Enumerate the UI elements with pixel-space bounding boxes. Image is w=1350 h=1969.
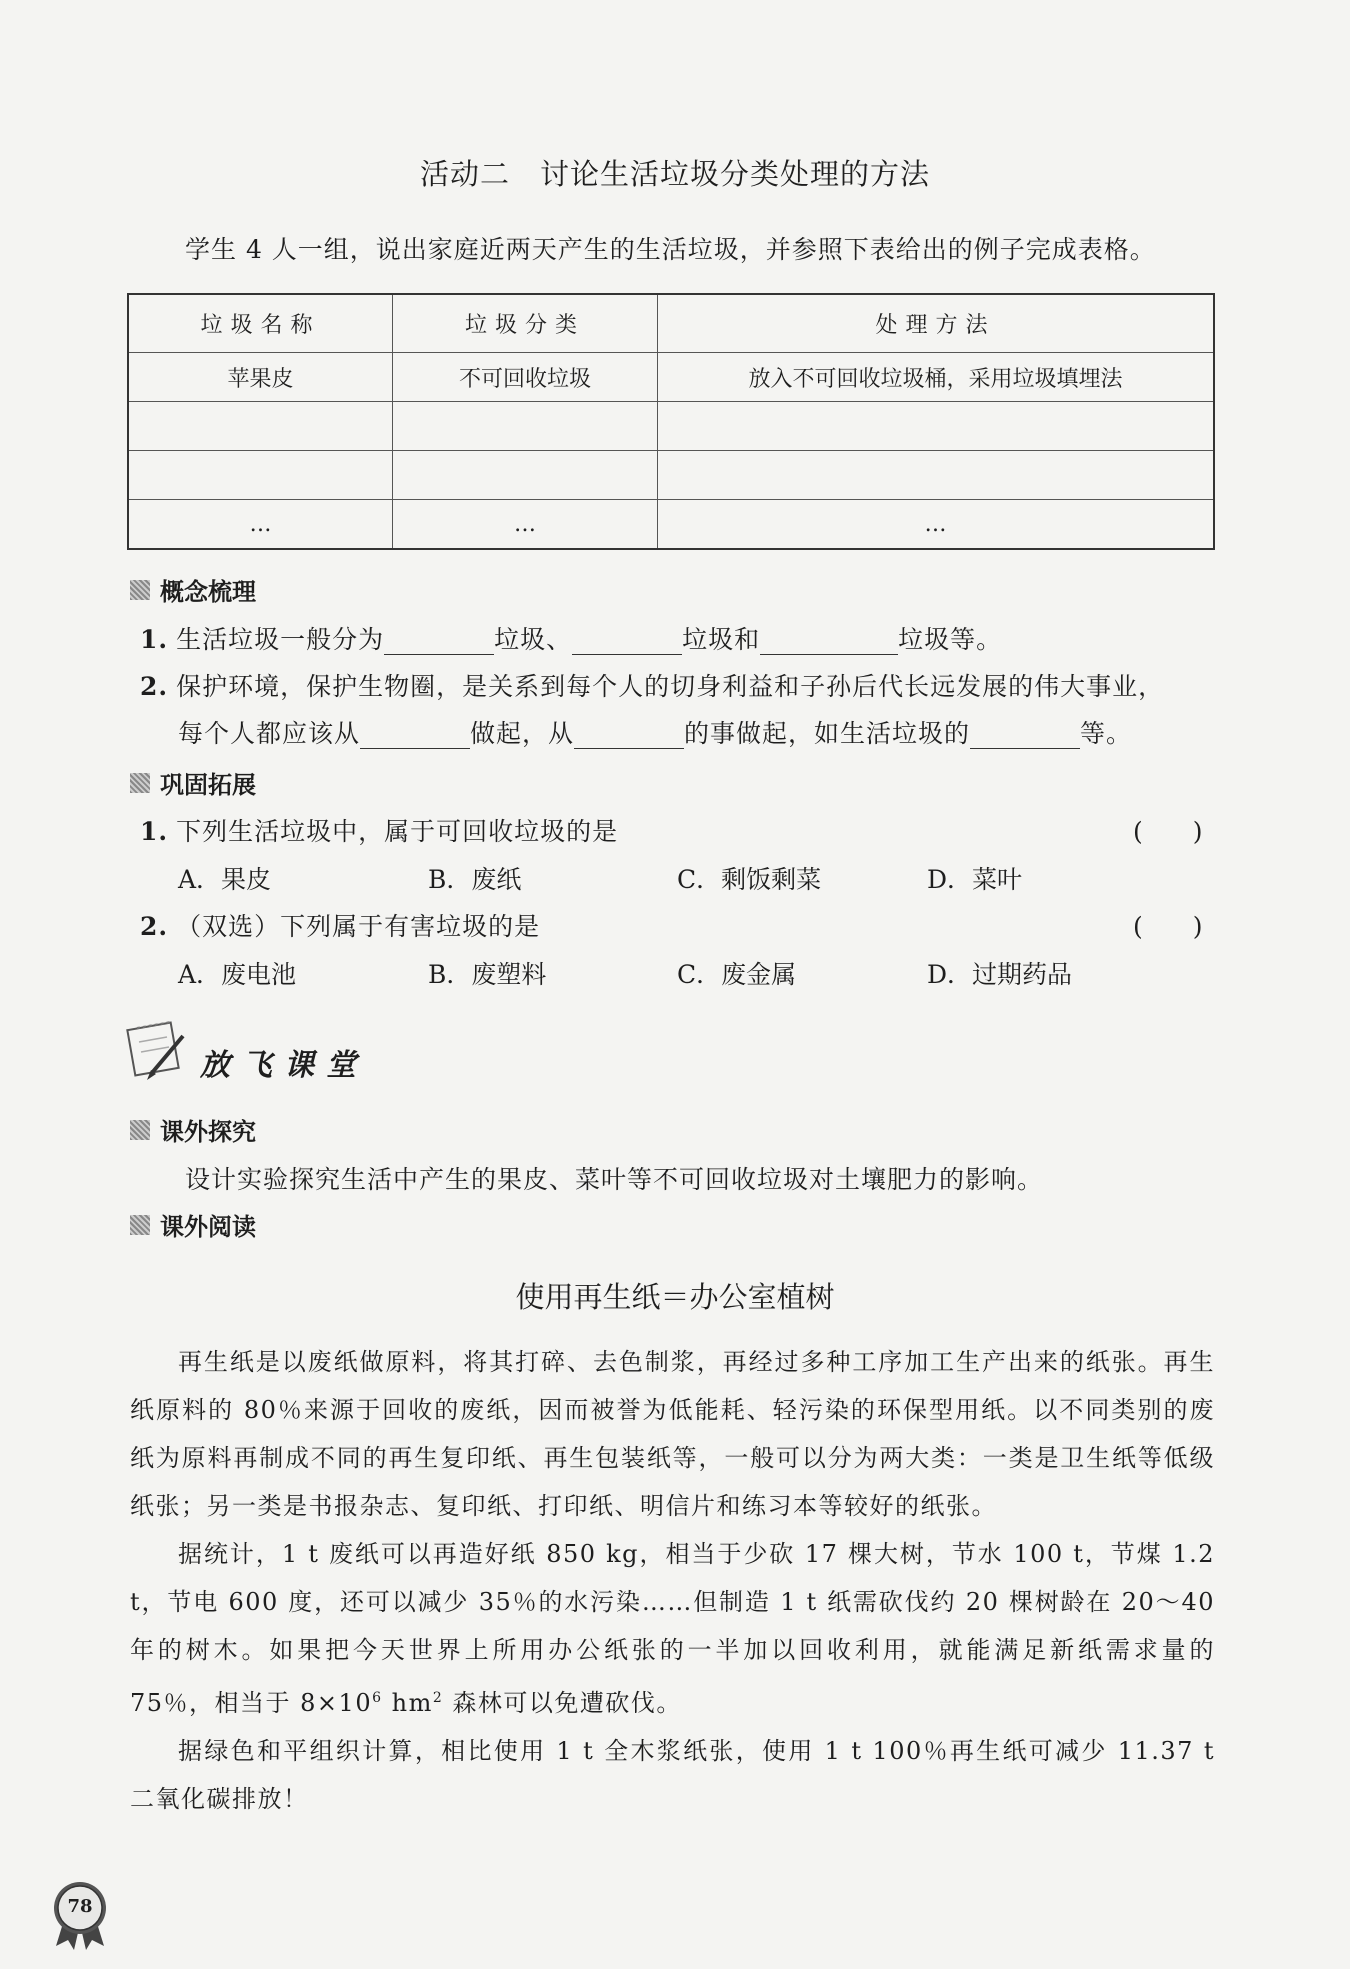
question-number: 2. <box>140 672 169 701</box>
table-cell: … <box>658 500 1215 550</box>
answer-parentheses[interactable]: ( ) <box>1133 912 1203 941</box>
page-number: 78 <box>67 1896 93 1917</box>
section-square-icon <box>130 580 150 600</box>
reading-paragraph: 再生纸是以废纸做原料，将其打碎、去色制浆，再经过多种工序加工生产出来的纸张。再生纸原料的 80％来源于回收的废纸，因而被誉为低能耗、轻污染的环保型用纸。以不同类别的废纸为原料再制成不同的再生复印纸、再生包装纸等，一般可以分为两大类：一类是卫生纸等低级纸张；另一类是书报杂志、复印纸、打印纸、明信片和练习本等较好的纸张。 <box>130 1348 1215 1520</box>
answer-blank[interactable] <box>574 719 684 749</box>
answer-blank[interactable] <box>360 719 470 749</box>
section-heading-label: 概念梳理 <box>160 578 256 606</box>
table-row <box>128 402 1214 451</box>
question-text: 做起，从 <box>470 719 575 748</box>
section-square-icon <box>130 773 150 793</box>
superscript: 2 <box>432 1690 444 1706</box>
section-square-icon <box>130 1215 150 1235</box>
superscript: 6 <box>372 1690 383 1706</box>
question-number: 1. <box>140 817 169 846</box>
activity-title: 活动二 讨论生活垃圾分类处理的方法 <box>419 157 930 191</box>
activity-intro: 学生 4 人一组，说出家庭近两天产生的生活垃圾，并参照下表给出的例子完成表格。 <box>185 235 1156 264</box>
table-cell: 不可回收垃圾 <box>393 353 658 402</box>
question-text: 生活垃圾一般分为 <box>176 625 385 654</box>
option-a[interactable]: A．废电池 <box>178 960 297 989</box>
table-cell[interactable] <box>128 402 393 451</box>
answer-blank[interactable] <box>760 625 898 655</box>
paragraph-text: 据统计，1 t 废纸可以再造好纸 850 kg，相当于少砍 17 棵大树，节水 100 t，节煤 1.2 t，节电 600 度，还可以减少 35％的水污染……但制造 1 t 纸需砍伐约 20 棵树龄在 20～40 年的树木。如果把今天世界上所用办公纸张的一半加以回收利用，就能满足新纸需求量的 75％，相当于 8×10 <box>130 1540 1215 1717</box>
question-text: 的事做起，如生活垃圾的 <box>684 719 971 748</box>
option-a[interactable]: A．果皮 <box>178 865 272 894</box>
question-text: 保护环境，保护生物圈，是关系到每个人的切身利益和子孙后代长远发展的伟大事业， <box>176 672 1165 701</box>
question-text: 等。 <box>1080 719 1133 748</box>
fly-classroom-title: 放飞课堂 <box>200 1048 368 1083</box>
header-waste-category: 垃圾分类 <box>393 294 658 353</box>
question-number: 2. <box>140 912 169 941</box>
option-c[interactable]: C．剩饭剩菜 <box>677 865 822 894</box>
answer-blank[interactable] <box>572 625 682 655</box>
section-square-icon <box>130 1120 150 1140</box>
concept-question-2 <box>140 667 1164 703</box>
waste-classification-table <box>127 293 1215 550</box>
section-heading-label: 课外探究 <box>160 1118 256 1146</box>
header-waste-name: 垃圾名称 <box>128 294 393 353</box>
notebook-pen-icon <box>125 1018 200 1083</box>
page-number-badge <box>50 1880 110 1954</box>
table-cell: 放入不可回收垃圾桶，采用垃圾填埋法 <box>658 353 1215 402</box>
table-cell[interactable] <box>393 451 658 500</box>
question-text: 下列生活垃圾中，属于可回收垃圾的是 <box>176 817 619 846</box>
question-text: 垃圾和 <box>682 625 761 654</box>
paragraph-text: hm <box>382 1689 433 1717</box>
reading-paragraph <box>130 1530 1215 1727</box>
paragraph-text: 森林可以免遭砍伐。 <box>443 1689 682 1717</box>
table-cell[interactable] <box>658 451 1215 500</box>
table-row <box>128 500 1214 550</box>
option-b[interactable]: B．废纸 <box>428 865 522 894</box>
table-cell: … <box>128 500 393 550</box>
table-row <box>128 451 1214 500</box>
header-treatment-method: 处理方法 <box>658 294 1215 353</box>
mc-question-2 <box>140 907 540 943</box>
table-cell[interactable] <box>393 402 658 451</box>
section-heading-consolidate <box>130 765 256 800</box>
section-heading-label: 巩固拓展 <box>160 771 256 799</box>
option-d[interactable]: D．过期药品 <box>927 960 1073 989</box>
concept-question-2-line2 <box>178 714 1132 750</box>
option-c[interactable]: C．废金属 <box>677 960 797 989</box>
table-cell[interactable] <box>658 402 1215 451</box>
answer-blank[interactable] <box>970 719 1080 749</box>
question-text: 垃圾、 <box>494 625 573 654</box>
question-text: （双选）下列属于有害垃圾的是 <box>176 912 541 941</box>
explore-text: 设计实验探究生活中产生的果皮、菜叶等不可回收垃圾对土壤肥力的影响。 <box>185 1165 1044 1194</box>
question-text: 每个人都应该从 <box>178 719 361 748</box>
concept-question-1 <box>140 620 1002 656</box>
answer-parentheses[interactable]: ( ) <box>1133 817 1203 846</box>
section-heading-reading <box>130 1207 256 1242</box>
table-cell: 苹果皮 <box>128 353 393 402</box>
table-row <box>128 353 1214 402</box>
section-heading-concepts <box>130 572 256 607</box>
section-heading-explore <box>130 1112 256 1147</box>
option-d[interactable]: D．菜叶 <box>927 865 1023 894</box>
section-heading-label: 课外阅读 <box>160 1213 256 1241</box>
table-cell: … <box>393 500 658 550</box>
question-number: 1. <box>140 625 169 654</box>
question-text: 垃圾等。 <box>898 625 1003 654</box>
mc-question-1 <box>140 812 618 848</box>
reading-body <box>130 1338 1215 1823</box>
option-b[interactable]: B．废塑料 <box>428 960 547 989</box>
reading-paragraph: 据绿色和平组织计算，相比使用 1 t 全木浆纸张，使用 1 t 100％再生纸可减少 11.37 t 二氧化碳排放！ <box>130 1737 1215 1813</box>
answer-blank[interactable] <box>384 625 494 655</box>
reading-title: 使用再生纸＝办公室植树 <box>515 1280 835 1314</box>
table-cell[interactable] <box>128 451 393 500</box>
table-header-row <box>128 294 1214 353</box>
